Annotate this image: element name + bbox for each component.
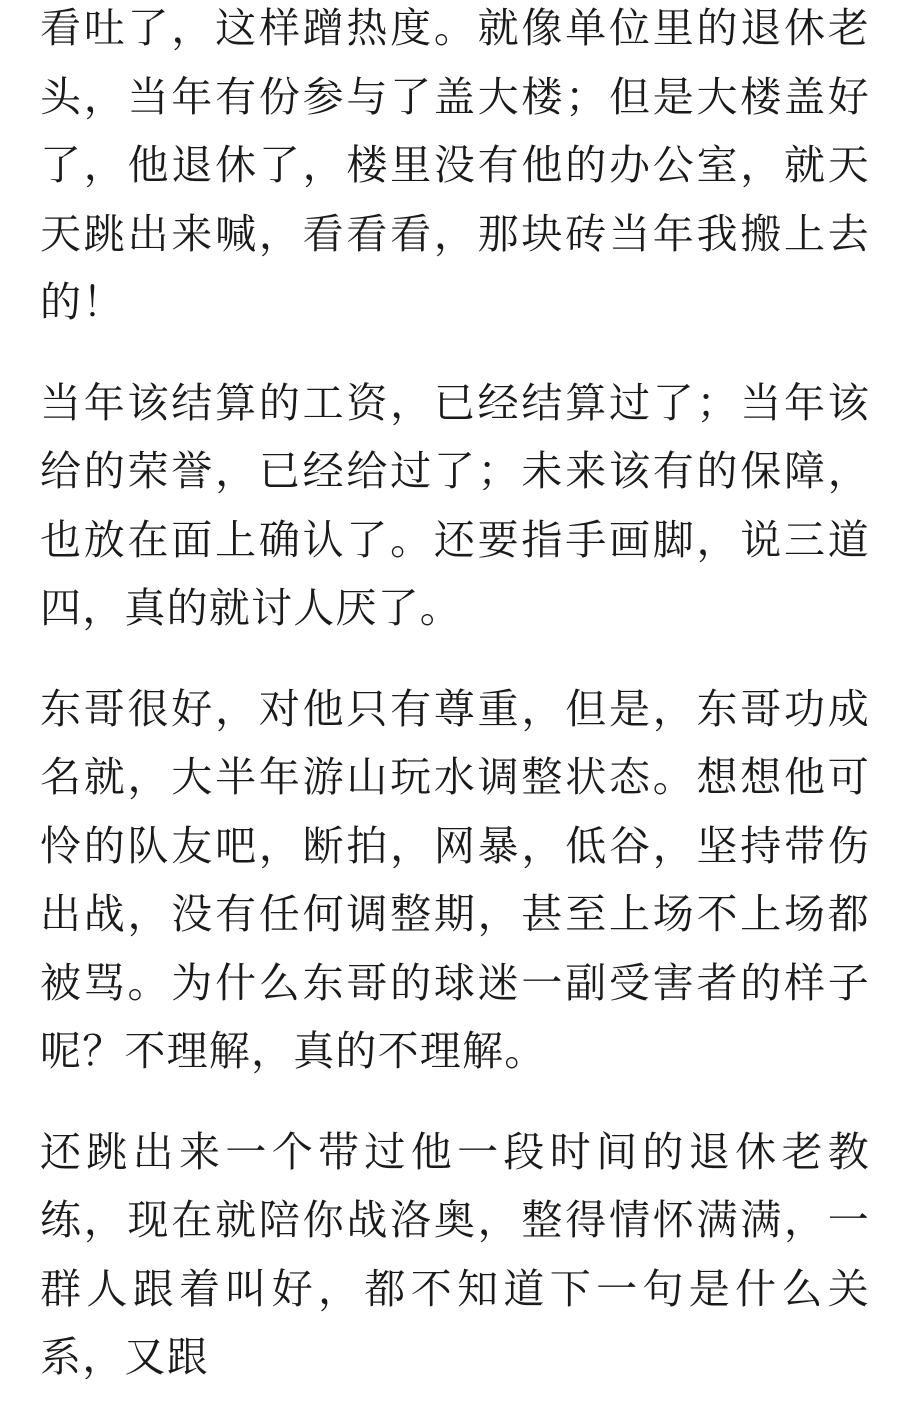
paragraph-3: 东哥很好，对他只有尊重，但是，东哥功成名就，大半年游山玩水调整状态。想想他可怜的队友吧，断拍，网暴，低谷，坚持带伤出战，没有任何调整期，甚至上场不上场都被骂。为什么东哥的球迷一副受害者的样子呢？不理解，真的不理解。 — [40, 684, 870, 1075]
paragraph-4: 还跳出来一个带过他一段时间的退休老教练，现在就陪你战洛奥，整得情怀满满，一群人跟着叫好，都不知道下一句是什么关系，又跟 — [40, 1127, 870, 1381]
article-body — [40, 0, 870, 1424]
paragraph-1: 看吐了，这样蹭热度。就像单位里的退休老头，当年有份参与了盖大楼；但是大楼盖好了，他退休了，楼里没有他的办公室，就天天跳出来喊，看看看，那块砖当年我搬上去的！ — [40, 4, 870, 326]
paragraph-2: 当年该结算的工资，已经结算过了；当年该给的荣誉，已经给过了；未来该有的保障，也放在面上确认了。还要指手画脚，说三道四，真的就讨人厌了。 — [40, 378, 870, 632]
